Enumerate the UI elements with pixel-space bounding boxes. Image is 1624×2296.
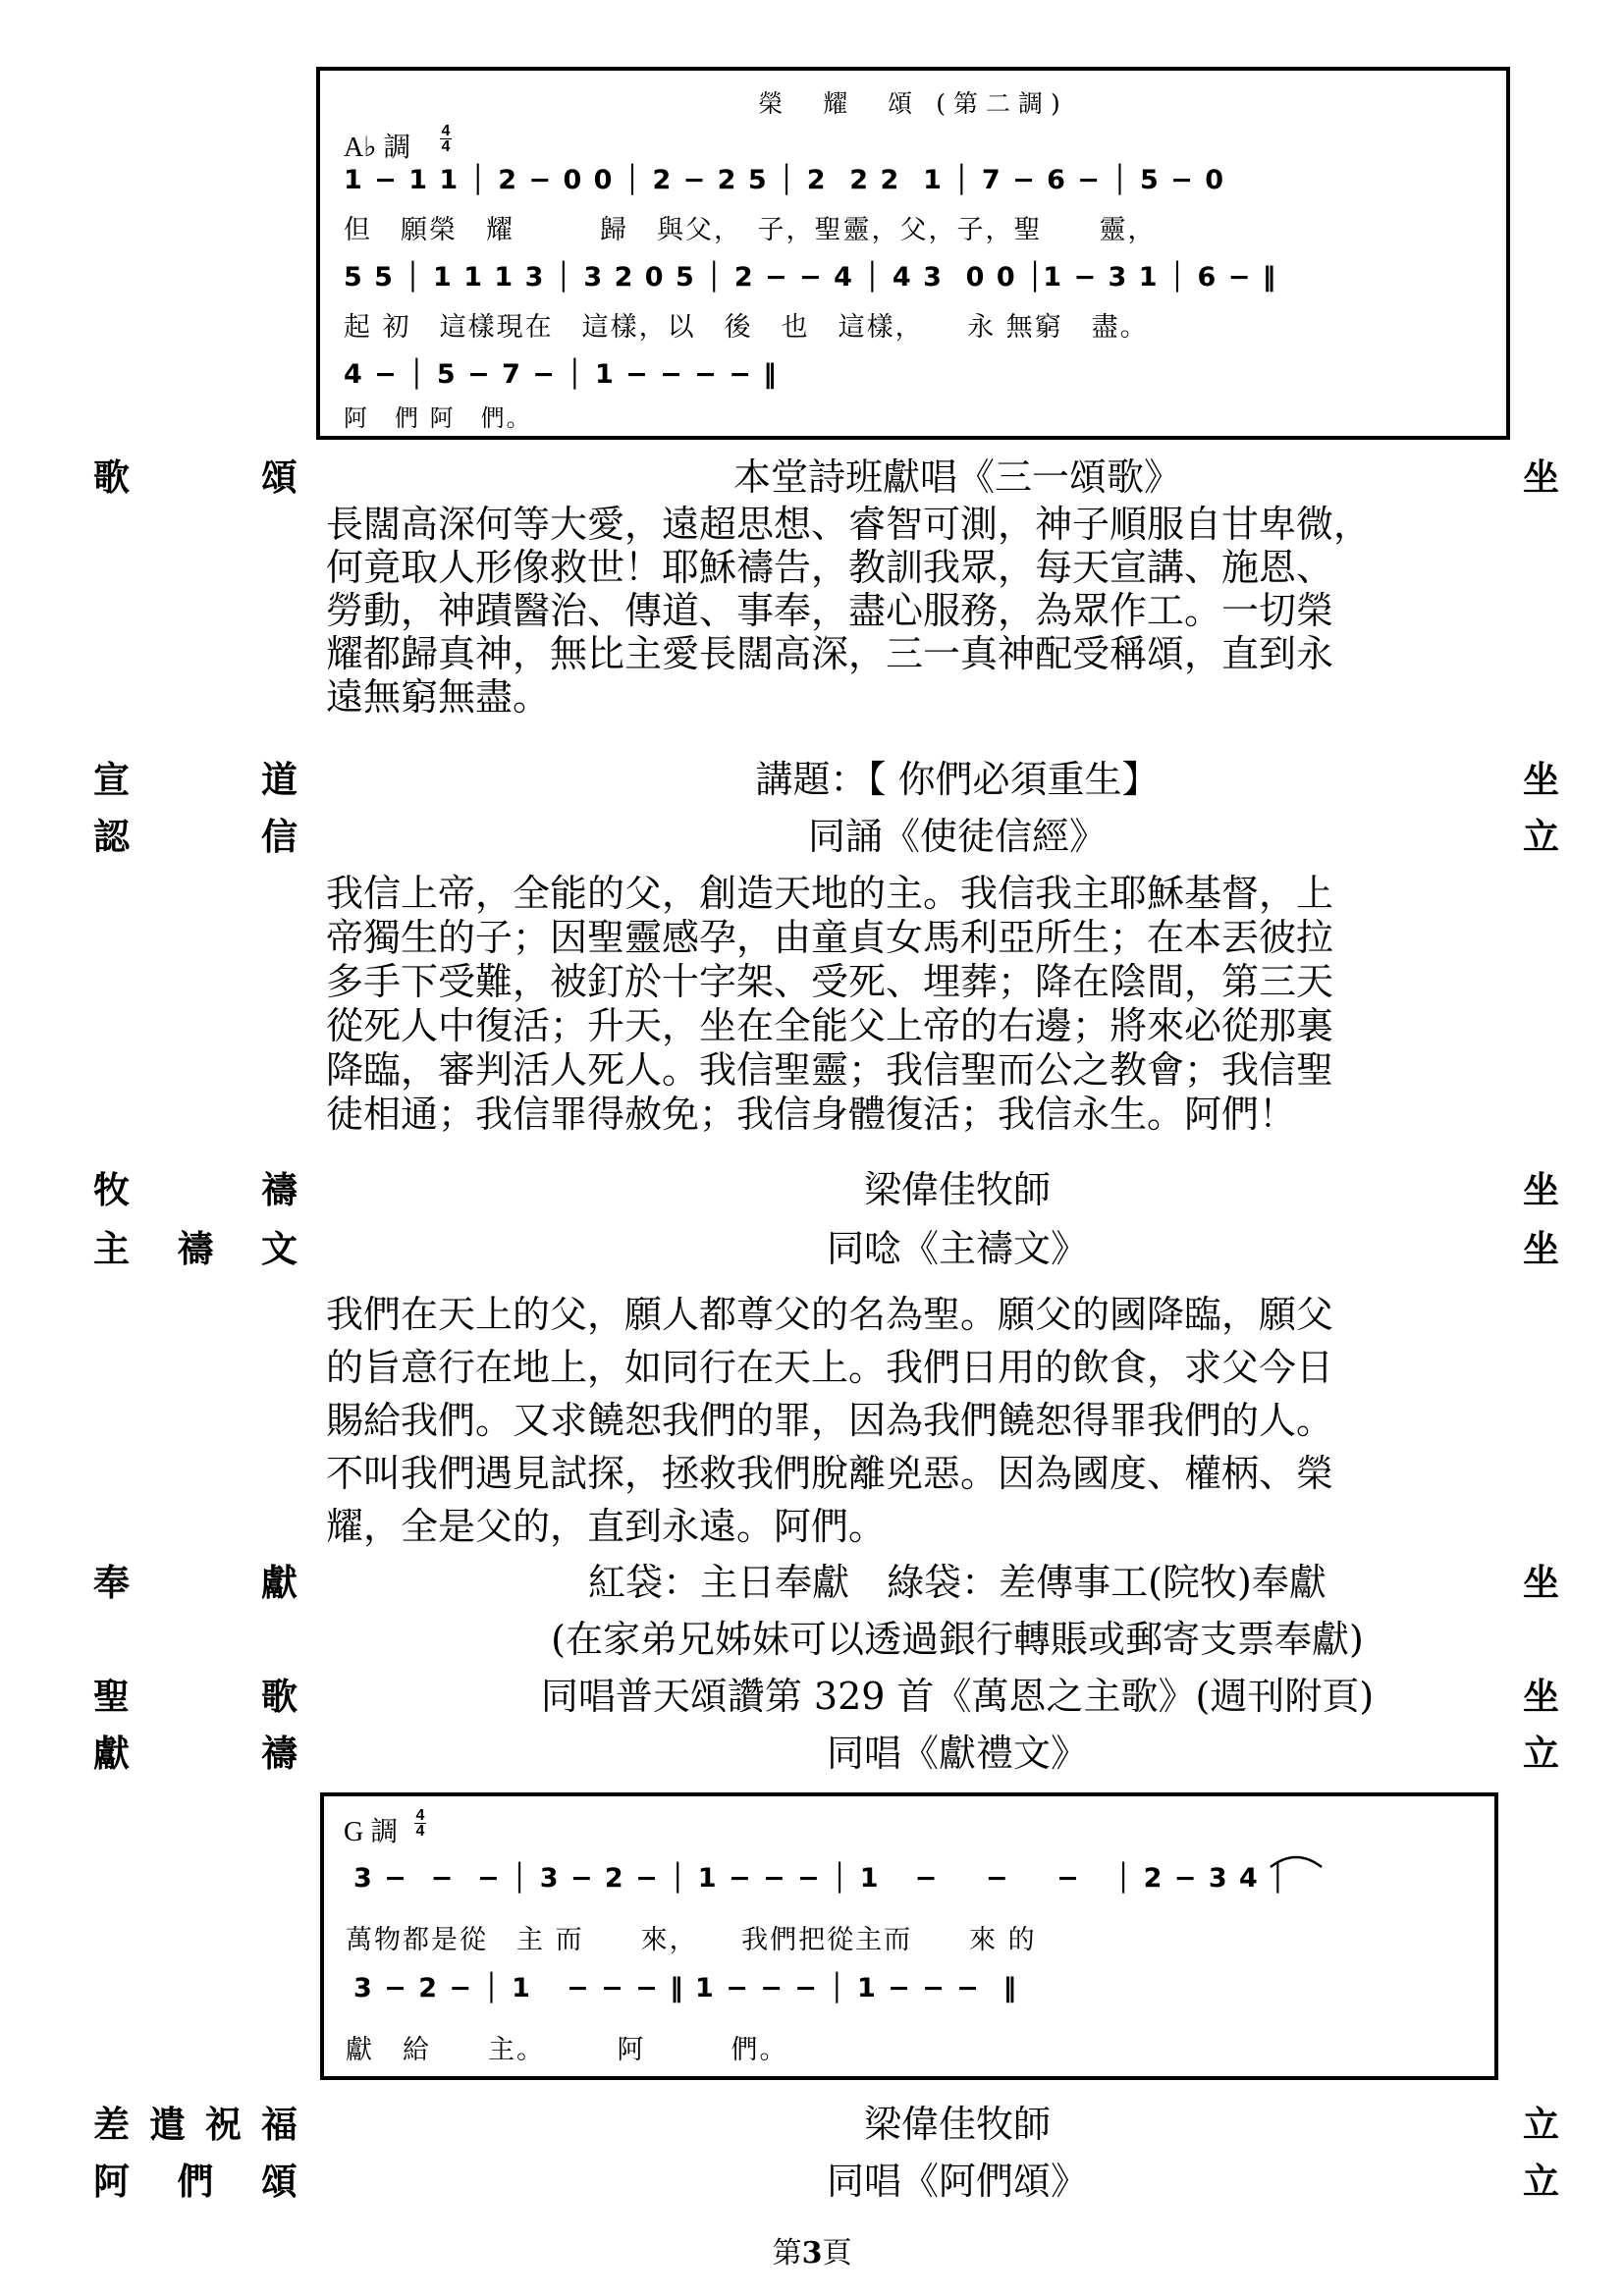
hymn-line: 長闊高深何等大愛，遠超思想、睿智可測，神子順服自甘卑微， [326,503,1372,546]
item-benediction: 梁偉佳牧師 [863,2103,1051,2146]
posture-pastoral-prayer: 坐 [1523,1168,1559,1211]
item-sermon: 講題：【 你們必須重生】 [755,758,1160,801]
label-creed: 認 信 [93,815,298,858]
label-pastoral-prayer: 牧 禱 [93,1168,298,1211]
item-pastoral-prayer: 梁偉佳牧師 [863,1168,1051,1211]
creed-line: 徒相通；我信罪得赦免；我信身體復活；我信永生。阿們！ [326,1093,1297,1136]
item-hymn: 本堂詩班獻唱《三一頌歌》 [732,455,1181,499]
posture-hymn: 坐 [1523,455,1559,499]
score-lyrics-line-2: 起 初 這樣現在 這樣，以 後 也 這樣， 永 無窮 盡。 [344,312,1149,343]
offertory-score [320,1792,1498,2080]
item-sacred-song: 同唱普天頌讚第 329 首《萬恩之主歌》(週刊附頁) [540,1675,1375,1718]
label-benediction: 差遣祝福 [93,2103,298,2146]
item-amen: 同唱《阿們頌》 [826,2160,1088,2203]
offering-note: (在家弟兄姊妹可以透過銀行轉賬或郵寄支票奉獻) [551,1618,1364,1661]
item-offering: 紅袋：主日奉獻 綠袋：差傳事工(院牧)奉獻 [588,1561,1326,1604]
score-lyrics-line-3: 阿 們 阿 們。 [344,404,532,432]
time-signature: 4 4 [441,123,451,155]
lords-prayer-text [326,1288,1494,1553]
key-signature: G 調 [344,1817,399,1847]
creed-text [326,872,1494,1137]
posture-sermon: 坐 [1523,758,1559,801]
score-notes-line-3: 4 − │ 5 − 7 − │ 1 − − − − ‖ [344,359,777,390]
item-lords-prayer: 同唸《主禱文》 [826,1227,1088,1270]
prayer-line: 賜給我們。又求饒恕我們的罪，因為我們饒恕得罪我們的人。 [326,1399,1334,1442]
label-sacred-song: 聖 歌 [93,1675,298,1718]
time-signature: 4 4 [415,1807,425,1840]
page-number: 第3頁 [772,2236,852,2270]
hymn-line: 遠無窮無盡。 [326,675,551,719]
creed-line: 從死人中復活；升天，坐在全能父上帝的右邊；將來必從那裏 [326,1004,1334,1047]
score-lyrics-line-2: 獻 給 主。 阿 們。 [346,2035,788,2065]
label-offertory-prayer: 獻 禱 [93,1732,298,1775]
label-sermon: 宣 道 [93,758,298,801]
label-hymn: 歌 頌 [93,455,298,499]
hymn-line: 何竟取人形像救世！耶穌禱告，教訓我眾，每天宣講、施恩、 [326,546,1334,589]
hymn-line: 勞動，神蹟醫治、傳道、事奉，盡心服務，為眾作工。一切榮 [326,589,1334,632]
posture-lords-prayer: 坐 [1523,1227,1559,1270]
prayer-line: 耀，全是父的，直到永遠。阿們。 [326,1505,887,1548]
score-lyrics-line-1: 但 願榮 耀 歸 與父， 子，聖靈，父，子，聖 靈， [344,215,1157,245]
score-notes-line-1: 1 − 1 1 │ 2 − 0 0 │ 2 − 2 5 │ 2 2 2 1 │ 7 − 6 − │ 5 − 0 [344,165,1223,195]
score-notes-line-2: 3 − 2 − │ 1 − − − ‖ 1 − − − │ 1 − − − ‖ [353,1973,1017,2003]
prayer-line: 我們在天上的父，願人都尊父的名為聖。願父的國降臨，願父 [326,1293,1334,1336]
prayer-line: 不叫我們遇見試探，拯救我們脫離兇惡。因為國度、權柄、榮 [326,1452,1334,1495]
posture-benediction: 立 [1523,2103,1559,2146]
item-creed: 同誦《使徒信經》 [807,815,1107,858]
score-lyrics-line-1: 萬物都是從 主 而 來， 我們把從主而 來 的 [346,1925,1037,1955]
creed-line: 帝獨生的子；因聖靈感孕，由童貞女馬利亞所生；在本丟彼拉 [326,916,1334,959]
creed-line: 降臨，審判活人死人。我信聖靈；我信聖而公之教會；我信聖 [326,1048,1334,1092]
posture-amen: 立 [1523,2160,1559,2203]
label-lords-prayer: 主禱文 [93,1227,298,1270]
item-offertory-prayer: 同唱《獻禮文》 [826,1732,1088,1775]
creed-line: 多手下受難，被釘於十字架、受死、埋葬；降在陰間，第三天 [326,960,1334,1003]
score-title: 榮 耀 頌 (第二調) [758,89,1068,118]
posture-offertory-prayer: 立 [1523,1732,1559,1775]
label-amen: 阿們頌 [93,2160,298,2203]
score-notes-line-1: 3 − − − │ 3 − 2 − │ 1 − − − │ 1 − − − │ 2 − 3 4 │ [353,1863,1286,1894]
score-notes-line-2: 5 5 │ 1 1 1 3 │ 3 2 0 5 │ 2 − − 4 │ 4 3 0 0 │1 − 3 1 │ 6 − ‖ [344,262,1276,293]
hymn-text [326,503,1494,719]
prayer-line: 的旨意行在地上，如同行在天上。我們日用的飲食，求父今日 [326,1346,1334,1389]
posture-offering: 坐 [1523,1561,1559,1604]
creed-line: 我信上帝，全能的父，創造天地的主。我信我主耶穌基督，上 [326,872,1334,915]
hymn-line: 耀都歸真神，無比主愛長闊高深，三一真神配受稱頌，直到永 [326,632,1334,675]
key-signature: A♭ 調 [344,133,411,163]
label-offering: 奉 獻 [93,1561,298,1604]
posture-sacred-song: 坐 [1523,1675,1559,1718]
posture-creed: 立 [1523,815,1559,858]
gloria-patri-score [316,67,1510,440]
